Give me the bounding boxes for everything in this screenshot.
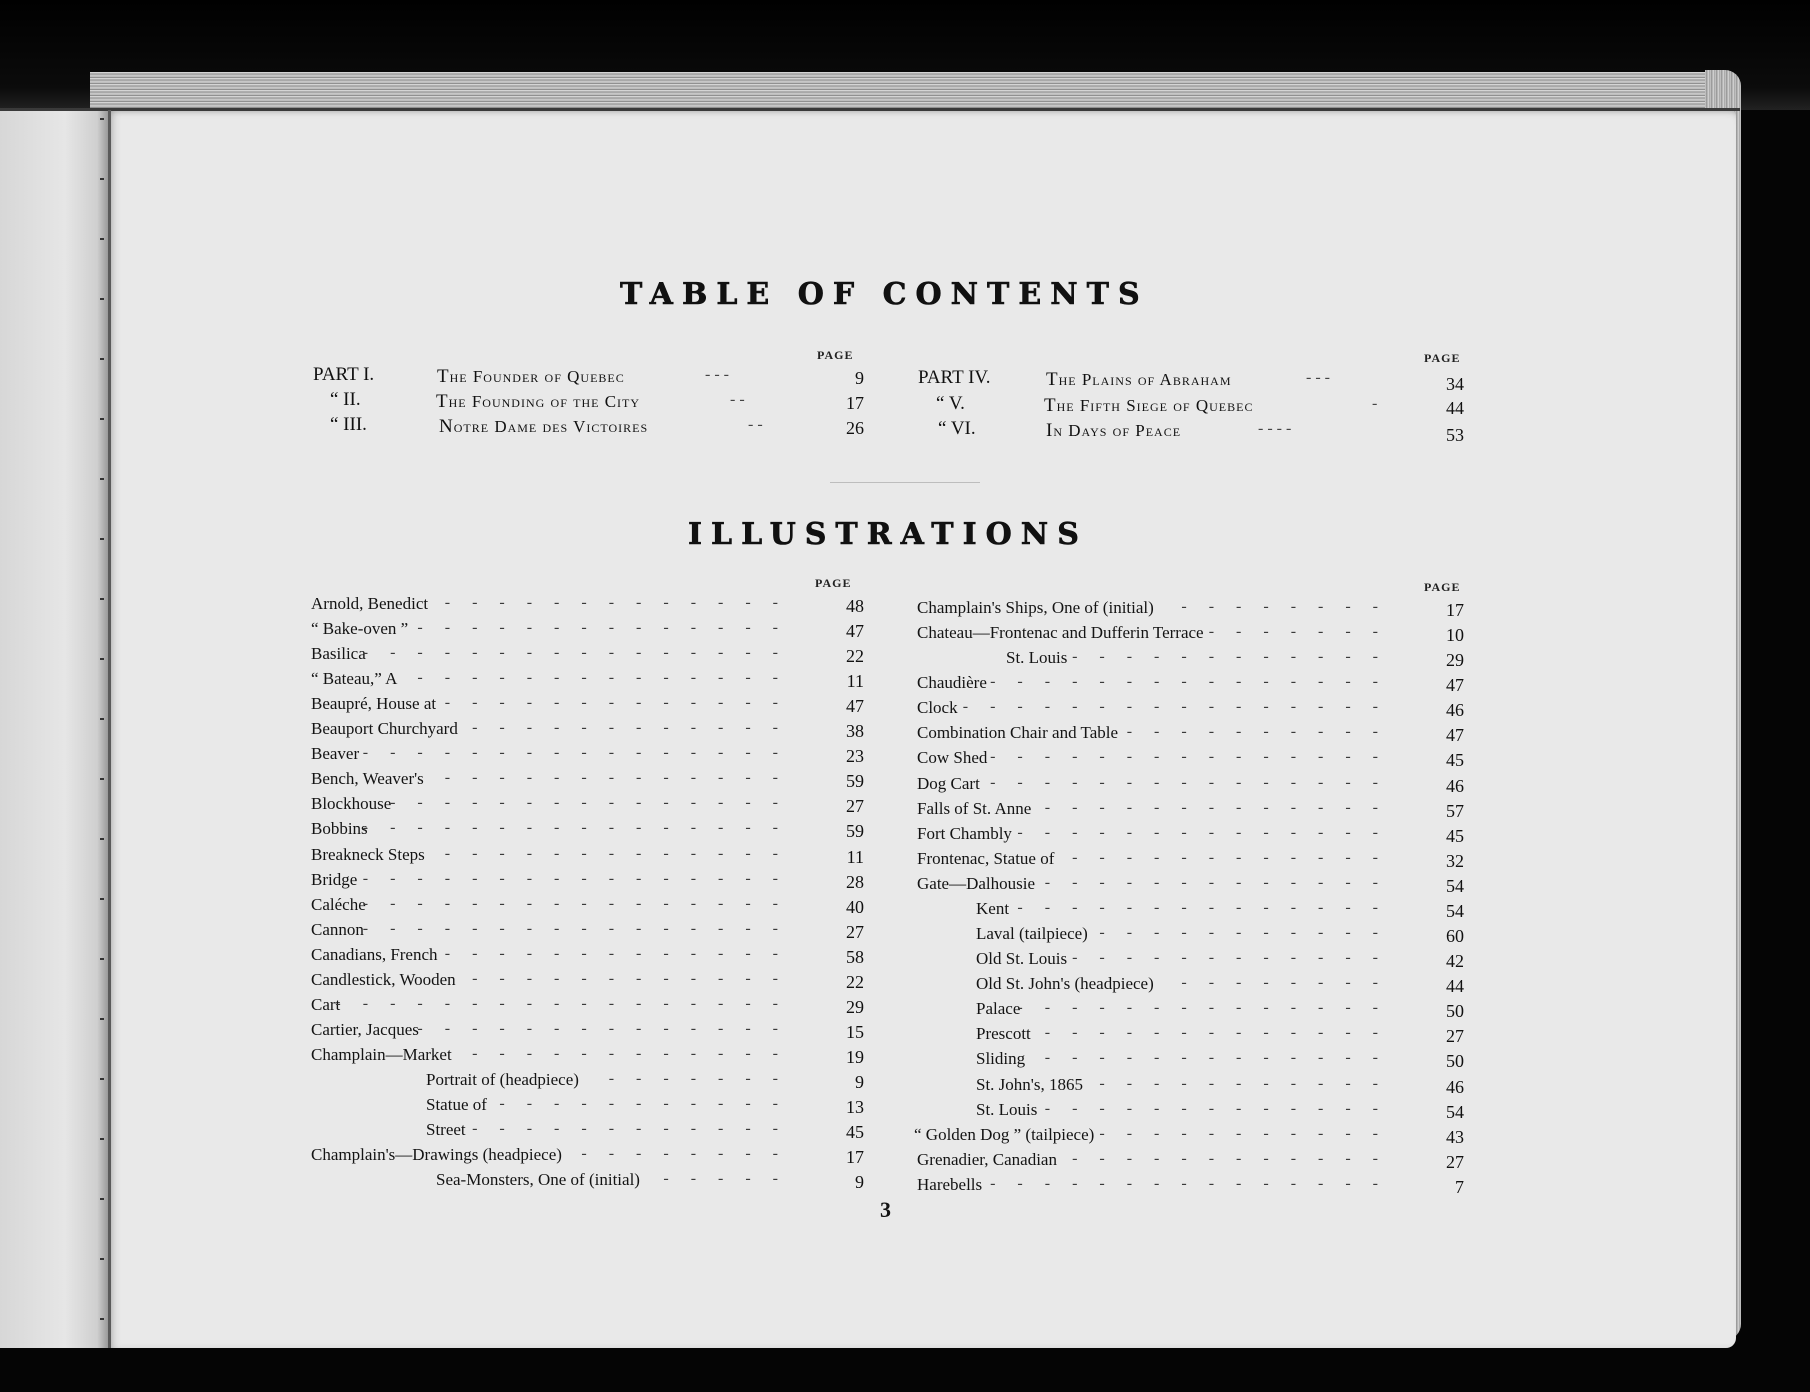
dot-leader: ------------- bbox=[444, 694, 800, 712]
dot-leader: ------- bbox=[608, 1069, 800, 1087]
dot-leader: ------------- bbox=[444, 844, 800, 862]
illustration-entry: Street bbox=[426, 1120, 466, 1140]
illustration-entry: Champlain—Market bbox=[311, 1044, 452, 1064]
part-title: In Days of Peace bbox=[1046, 420, 1182, 441]
dot-leader: ---------------- bbox=[362, 894, 800, 912]
dot-leader: - - - bbox=[1306, 369, 1330, 386]
illustration-page-number: 23 bbox=[846, 746, 864, 767]
page-number: 26 bbox=[846, 418, 864, 438]
dot-leader: ------------ bbox=[472, 1044, 800, 1062]
section-divider bbox=[830, 482, 980, 483]
illustration-entry: Combination Chair and Table bbox=[917, 723, 1119, 743]
book-spine bbox=[108, 110, 111, 1348]
part-title: The Fifth Siege of Quebec bbox=[1044, 395, 1254, 416]
dot-leader: --------------- bbox=[990, 773, 1400, 791]
illustration-entry: “ Bake-oven ” bbox=[311, 619, 409, 639]
dot-leader: ----------- bbox=[499, 1095, 800, 1112]
illustration-entry: Grenadier, Canadian bbox=[917, 1149, 1057, 1169]
illustration-page-number: 54 bbox=[1446, 900, 1464, 921]
illustration-page-number: 19 bbox=[846, 1046, 864, 1067]
illustration-entry: Old St. John's (headpiece) bbox=[976, 974, 1154, 994]
part-title: Notre Dame des Victoires bbox=[439, 416, 649, 437]
illustration-page-number: 46 bbox=[1446, 1076, 1464, 1097]
illustration-entry: Breakneck Steps bbox=[311, 844, 425, 864]
book-page-edges-top bbox=[90, 72, 1730, 112]
illustration-page-number: 58 bbox=[846, 946, 864, 967]
illustration-entry: “ Golden Dog ” (tailpiece) bbox=[914, 1124, 1095, 1144]
page-number: 44 bbox=[1446, 398, 1464, 418]
illustration-entry: Palace bbox=[976, 999, 1021, 1019]
illustration-entry: St. Louis bbox=[1006, 648, 1068, 668]
illustration-page-number: 32 bbox=[1446, 850, 1464, 871]
illustration-page-number: 45 bbox=[1446, 750, 1464, 771]
illustration-entry: Basilica bbox=[311, 644, 366, 664]
dot-leader: ---------------- bbox=[362, 644, 800, 662]
illustration-page-number: 27 bbox=[1446, 1151, 1464, 1172]
part-label: PART IV. bbox=[918, 367, 991, 388]
illustration-entry: Cartier, Jacques bbox=[311, 1019, 419, 1039]
dot-leader: -------------- bbox=[417, 669, 800, 687]
illustration-page-number: 50 bbox=[1446, 1001, 1464, 1022]
illustration-page-number: 47 bbox=[846, 621, 864, 642]
dot-leader: ------------- bbox=[1044, 1099, 1400, 1117]
illustration-entry: Clock bbox=[917, 698, 958, 718]
illustration-page-number: 10 bbox=[1446, 625, 1464, 646]
dot-leader: --------------- bbox=[990, 748, 1400, 766]
dot-leader: ---------------- bbox=[362, 919, 800, 937]
dot-leader: -------- bbox=[581, 1145, 800, 1163]
dot-leader: --------------- bbox=[390, 794, 800, 812]
dot-leader: ------------ bbox=[1072, 648, 1400, 666]
illustration-page-number: 44 bbox=[1446, 976, 1464, 997]
toc-page-header-left: PAGE bbox=[817, 348, 854, 362]
illustration-entry: Cow Shed bbox=[917, 748, 988, 768]
illustration-entry: Harebells bbox=[917, 1174, 983, 1194]
illustration-page-number: 29 bbox=[846, 996, 864, 1017]
dot-leader: -------------- bbox=[417, 1019, 800, 1037]
illustration-page-number: 57 bbox=[1446, 800, 1464, 821]
dot-leader: ----------------- bbox=[335, 994, 800, 1012]
illustration-page-number: 27 bbox=[846, 796, 864, 817]
part-label: “ V. bbox=[936, 393, 965, 414]
illustration-entry: Bridge bbox=[311, 869, 358, 889]
illustration-page-number: 54 bbox=[1446, 875, 1464, 896]
dot-leader: -------------- bbox=[1017, 898, 1400, 916]
part-title: The Plains of Abraham bbox=[1046, 369, 1232, 390]
illustration-entry: Canadians, French bbox=[311, 944, 438, 964]
dot-leader: ------------- bbox=[444, 944, 800, 962]
dot-leader: ---------------- bbox=[362, 744, 800, 762]
dot-leader: ----------- bbox=[1099, 1074, 1400, 1092]
page-number: 34 bbox=[1446, 374, 1464, 394]
dot-leader: ----------- bbox=[1099, 924, 1400, 942]
illustration-entry: St. John's, 1865 bbox=[976, 1074, 1083, 1094]
dot-leader: ---------- bbox=[1126, 723, 1400, 741]
dot-leader: ---------------- bbox=[962, 698, 1400, 716]
illustration-page-number: 42 bbox=[1446, 951, 1464, 972]
dot-leader: -------- bbox=[1181, 974, 1400, 992]
illustration-page-number: 43 bbox=[1446, 1126, 1464, 1147]
illustration-page-number: 22 bbox=[846, 646, 864, 667]
page-number: 9 bbox=[855, 368, 864, 388]
dot-leader: ------------ bbox=[472, 969, 800, 987]
illustration-page-number: 46 bbox=[1446, 700, 1464, 721]
illustration-entry: Bobbins bbox=[311, 819, 368, 839]
dot-leader: -------------- bbox=[1017, 823, 1400, 841]
illustration-entry: Champlain's—Drawings (headpiece) bbox=[311, 1145, 562, 1165]
illustration-entry: Beauport Churchyard bbox=[311, 719, 458, 739]
illustration-page-number: 46 bbox=[1446, 775, 1464, 796]
illustration-entry: Bench, Weaver's bbox=[311, 769, 424, 789]
dot-leader: - - bbox=[730, 391, 745, 408]
part-label: “ VI. bbox=[938, 418, 976, 439]
illustration-entry: Falls of St. Anne bbox=[917, 798, 1032, 818]
dot-leader: ---------------- bbox=[362, 869, 800, 887]
illustration-page-number: 28 bbox=[846, 871, 864, 892]
illustration-entry: Kent bbox=[976, 898, 1010, 918]
dot-leader: ----- bbox=[663, 1170, 800, 1188]
part-label: “ II. bbox=[330, 389, 361, 410]
illustration-entry: Portrait of (headpiece) bbox=[426, 1069, 579, 1089]
illustrations-page-header-right: PAGE bbox=[1424, 580, 1461, 594]
dot-leader: ------------- bbox=[444, 769, 800, 787]
dot-leader: - - - - bbox=[1258, 420, 1292, 437]
illustration-entry: Chateau—Frontenac and Dufferin Terrace bbox=[917, 623, 1204, 643]
illustration-page-number: 15 bbox=[846, 1021, 864, 1042]
illustration-entry: Caléche bbox=[311, 894, 366, 914]
dot-leader: ------------ bbox=[1072, 848, 1400, 866]
illustration-page-number: 13 bbox=[846, 1097, 864, 1117]
illustration-page-number: 45 bbox=[846, 1122, 864, 1143]
illustration-page-number: 17 bbox=[1446, 600, 1464, 620]
dot-leader: - bbox=[1372, 395, 1378, 412]
facing-page-edge bbox=[100, 118, 104, 1338]
illustration-page-number: 40 bbox=[846, 896, 864, 917]
dot-leader: ------------- bbox=[1044, 798, 1400, 816]
dot-leader: ------- bbox=[1208, 623, 1400, 641]
illustration-page-number: 54 bbox=[1446, 1101, 1464, 1122]
illustration-entry: Sliding bbox=[976, 1049, 1026, 1069]
dot-leader: ------------ bbox=[472, 719, 800, 737]
dot-leader: ----------- bbox=[1099, 1124, 1400, 1142]
illustration-entry: Frontenac, Statue of bbox=[917, 848, 1055, 868]
illustration-page-number: 45 bbox=[1446, 825, 1464, 846]
illustration-page-number: 60 bbox=[1446, 926, 1464, 947]
illustration-page-number: 59 bbox=[846, 821, 864, 842]
illustration-page-number: 17 bbox=[846, 1147, 864, 1168]
dot-leader: - - bbox=[748, 416, 763, 433]
illustration-page-number: 47 bbox=[1446, 675, 1464, 696]
illustration-entry: “ Bateau,” A bbox=[311, 669, 398, 689]
dot-leader: ------------ bbox=[1072, 949, 1400, 967]
illustration-entry: Champlain's Ships, One of (initial) bbox=[917, 598, 1154, 617]
dot-leader: ------------- bbox=[1044, 1024, 1400, 1042]
illustration-entry: Beaver bbox=[311, 744, 360, 764]
illustration-entry: Prescott bbox=[976, 1024, 1031, 1044]
page-number: 53 bbox=[1446, 425, 1464, 445]
toc-page-header-right: PAGE bbox=[1424, 351, 1461, 365]
illustration-page-number: 7 bbox=[1455, 1176, 1464, 1197]
illustration-entry: Dog Cart bbox=[917, 773, 980, 793]
dot-leader: ------------- bbox=[1044, 873, 1400, 891]
dot-leader: -------- bbox=[1181, 598, 1400, 615]
dot-leader: -------------- bbox=[1017, 999, 1400, 1017]
dot-leader: ------------- bbox=[1044, 1049, 1400, 1067]
illustrations-page-header-left: PAGE bbox=[815, 576, 852, 590]
dot-leader: ---------------- bbox=[362, 819, 800, 837]
top-rule bbox=[0, 108, 1740, 111]
dot-leader: - - - bbox=[705, 366, 729, 383]
toc-heading: TABLE OF CONTENTS bbox=[620, 277, 1149, 312]
illustration-page-number: 47 bbox=[1446, 725, 1464, 746]
illustration-entry: Candlestick, Wooden bbox=[311, 969, 456, 989]
illustration-page-number: 47 bbox=[846, 696, 864, 717]
part-title: The Founder of Quebec bbox=[437, 366, 625, 387]
part-title: The Founding of the City bbox=[436, 391, 641, 412]
illustration-entry: Sea-Monsters, One of (initial) bbox=[436, 1170, 640, 1190]
illustration-entry: Blockhouse bbox=[311, 794, 392, 814]
illustration-page-number: 50 bbox=[1446, 1051, 1464, 1072]
illustration-page-number: 38 bbox=[846, 721, 864, 742]
dot-leader: --------------- bbox=[990, 1174, 1400, 1192]
illustration-entry: Statue of bbox=[426, 1095, 487, 1114]
illustration-page-number: 9 bbox=[855, 1071, 864, 1092]
illustration-page-number: 9 bbox=[855, 1172, 864, 1193]
part-label: PART I. bbox=[313, 364, 375, 385]
dot-leader: -------------- bbox=[417, 619, 800, 637]
illustration-entry: Laval (tailpiece) bbox=[976, 924, 1088, 944]
illustration-entry: Gate—Dalhousie bbox=[917, 873, 1036, 893]
illustration-entry: Cart bbox=[311, 994, 341, 1014]
illustration-page-number: 29 bbox=[1446, 650, 1464, 671]
illustration-page-number: 59 bbox=[846, 771, 864, 792]
illustration-page-number: 11 bbox=[846, 671, 864, 692]
illustration-entry: St. Louis bbox=[976, 1099, 1038, 1119]
illustration-entry: Beaupré, House at bbox=[311, 694, 437, 714]
illustration-page-number: 27 bbox=[1446, 1026, 1464, 1047]
illustrations-heading: ILLUSTRATIONS bbox=[688, 517, 1088, 552]
illustration-entry: Chaudière bbox=[917, 673, 987, 693]
illustration-entry: Cannon bbox=[311, 919, 364, 939]
illustration-page-number: 11 bbox=[846, 846, 864, 867]
dot-leader: ------------ bbox=[472, 1120, 800, 1138]
dot-leader: ------------ bbox=[1072, 1149, 1400, 1167]
facing-page bbox=[0, 108, 108, 1348]
illustration-page-number: 22 bbox=[846, 971, 864, 992]
illustration-page-number: 48 bbox=[846, 596, 864, 616]
illustration-page-number: 27 bbox=[846, 921, 864, 942]
illustration-entry: Arnold, Benedict bbox=[311, 594, 429, 613]
page-number: 17 bbox=[846, 393, 864, 413]
folio-page-number: 3 bbox=[880, 1197, 891, 1222]
illustration-entry: Old St. Louis bbox=[976, 949, 1068, 969]
part-label: “ III. bbox=[330, 414, 367, 435]
dot-leader: ------------- bbox=[444, 594, 800, 611]
illustration-entry: Fort Chambly bbox=[917, 823, 1012, 843]
dot-leader: --------------- bbox=[990, 673, 1400, 691]
